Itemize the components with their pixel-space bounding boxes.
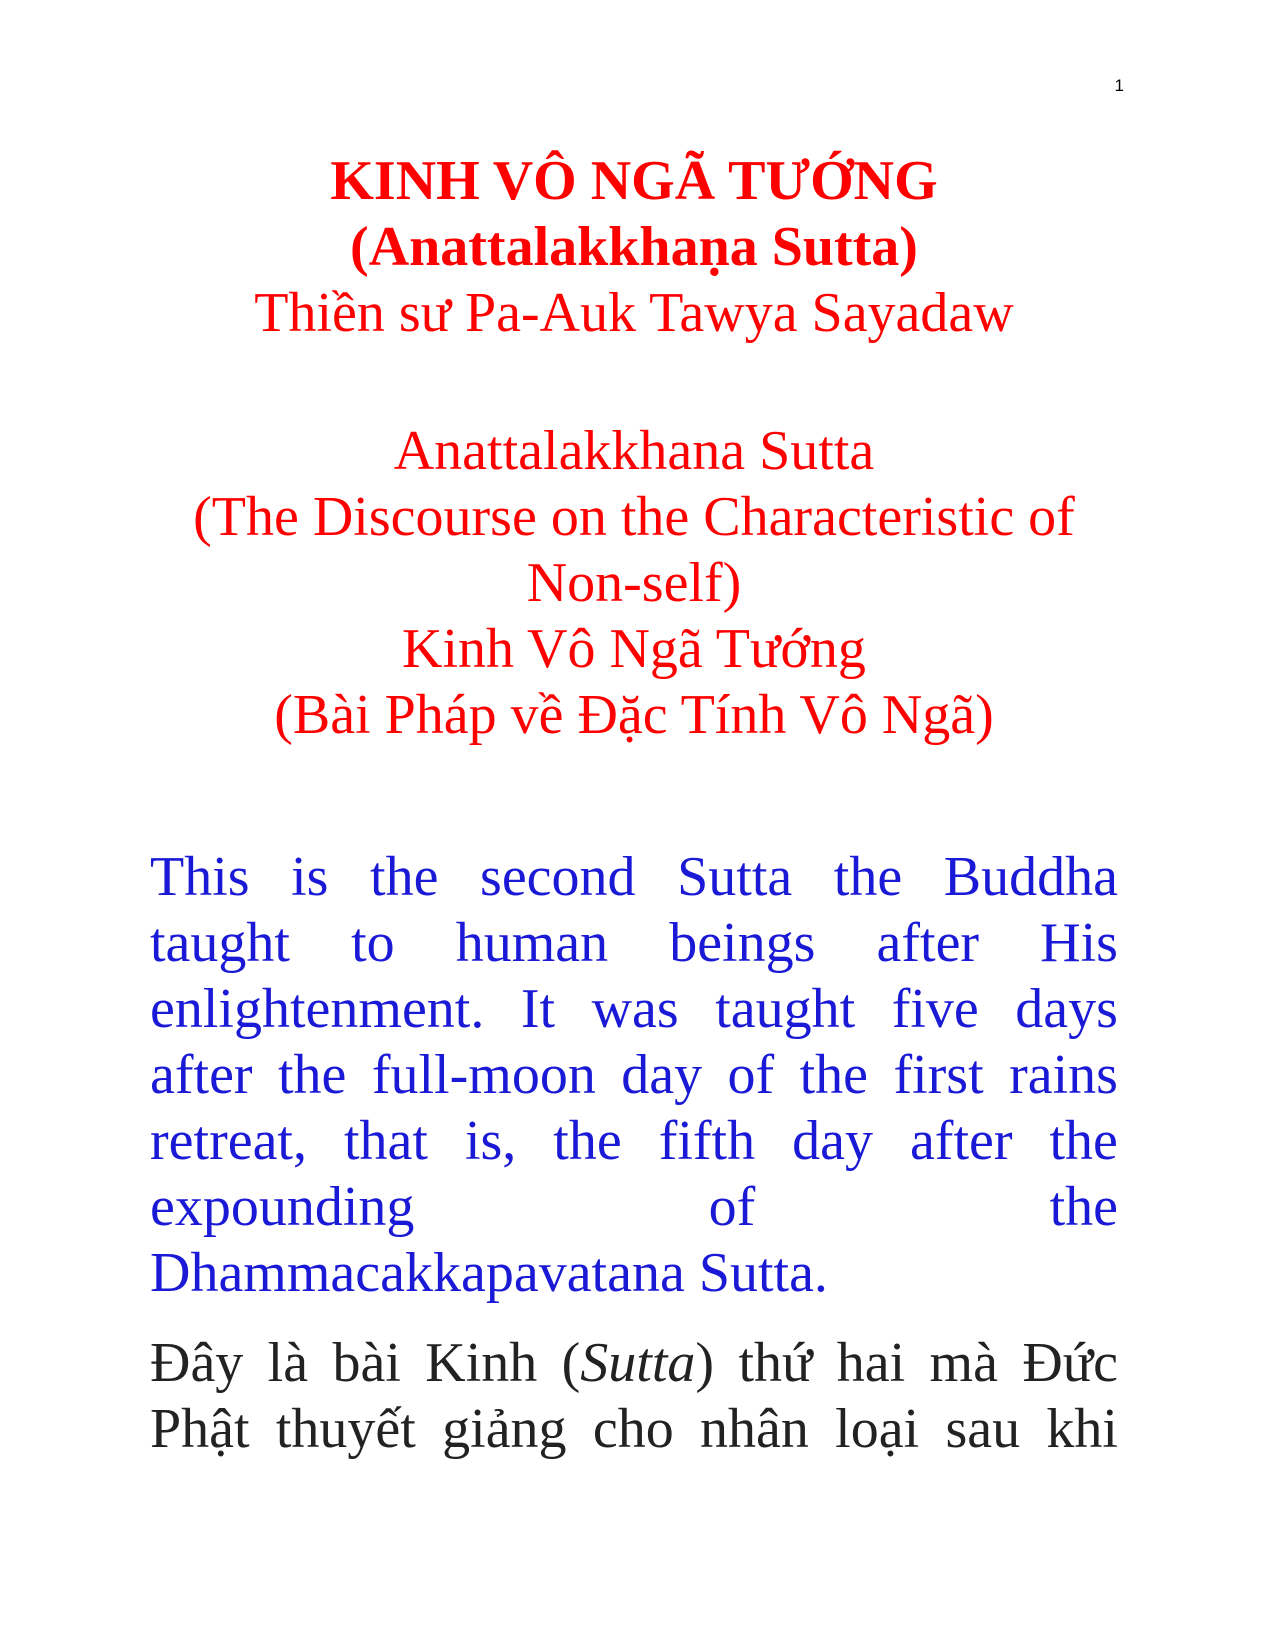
- word: that: [343, 1110, 428, 1172]
- word: was: [591, 978, 679, 1040]
- word: five: [891, 978, 979, 1040]
- title-pali: (Anattalakkhaṇa Sutta): [350, 216, 918, 278]
- vietnamese-line-1: [150, 1330, 1118, 1396]
- word: first: [893, 1044, 984, 1106]
- word: taught: [150, 912, 290, 974]
- word: day: [792, 1110, 873, 1172]
- word: loại: [835, 1398, 920, 1460]
- word: the: [370, 846, 439, 908]
- word-sutta-parenthetical: (Sutta): [561, 1332, 715, 1394]
- word: second: [480, 846, 636, 908]
- word: is: [291, 846, 329, 908]
- word: cho: [592, 1398, 674, 1460]
- word: the: [833, 846, 903, 908]
- word: thứ: [738, 1332, 813, 1394]
- word: human: [455, 912, 609, 974]
- word: fifth: [658, 1110, 756, 1172]
- word: giảng: [442, 1398, 567, 1460]
- english-line-5: [150, 1108, 1118, 1174]
- english-line-7: [150, 1240, 1118, 1306]
- word: nhân: [700, 1398, 809, 1460]
- word: after: [150, 1044, 253, 1106]
- word: sau: [945, 1398, 1021, 1460]
- word: mà: [929, 1332, 998, 1394]
- word: beings: [669, 912, 816, 974]
- vietnamese-paragraph: [150, 1330, 1118, 1462]
- english-line-4: [150, 1042, 1118, 1108]
- word: the: [1049, 1176, 1118, 1238]
- word: full-moon: [371, 1044, 596, 1106]
- page-number: 1: [1114, 76, 1124, 95]
- word: Đức: [1022, 1332, 1118, 1394]
- word: Dhammacakkapavatana Sutta.: [150, 1242, 828, 1304]
- word: Kinh: [425, 1332, 538, 1394]
- heading-vietnamese-subtitle: (Bài Pháp về Đặc Tính Vô Ngã): [274, 684, 994, 746]
- word: taught: [715, 978, 856, 1040]
- word: to: [351, 912, 395, 974]
- word: rains: [1009, 1044, 1118, 1106]
- word: expounding: [150, 1176, 415, 1238]
- word: the: [553, 1110, 622, 1172]
- word: Buddha: [943, 846, 1118, 908]
- word: day: [621, 1044, 703, 1106]
- word: the: [799, 1044, 869, 1106]
- word: the: [1049, 1110, 1118, 1172]
- word: is,: [464, 1110, 517, 1172]
- english-line-2: [150, 910, 1118, 976]
- word: This: [150, 846, 250, 908]
- word: thuyết: [275, 1398, 416, 1460]
- word: enlightenment.: [150, 978, 485, 1040]
- heading-block: [150, 418, 1118, 748]
- word: hai: [836, 1332, 906, 1394]
- title-author: Thiền sư Pa-Auk Tawya Sayadaw: [254, 282, 1014, 344]
- english-paragraph: [150, 844, 1118, 1306]
- english-line-6: [150, 1174, 1118, 1240]
- word: of: [708, 1176, 756, 1238]
- word: after: [909, 1110, 1013, 1172]
- word: bài: [332, 1332, 401, 1394]
- english-line-1: [150, 844, 1118, 910]
- heading-vietnamese-name: Kinh Vô Ngã Tướng: [402, 618, 866, 680]
- heading-english-line2: Non-self): [526, 552, 742, 614]
- word: Đây: [150, 1332, 244, 1394]
- word: His: [1040, 912, 1118, 974]
- word: the: [278, 1044, 347, 1106]
- vietnamese-line-2: [150, 1396, 1118, 1462]
- word: It: [520, 978, 556, 1040]
- word: retreat,: [150, 1110, 307, 1172]
- word: days: [1015, 978, 1118, 1040]
- title-main: KINH VÔ NGÃ TƯỚNG: [330, 150, 938, 212]
- word: là: [267, 1332, 309, 1394]
- word: khi: [1046, 1398, 1118, 1460]
- word: Phật: [150, 1398, 250, 1460]
- english-line-3: [150, 976, 1118, 1042]
- word: of: [727, 1044, 775, 1106]
- italic-sutta: Sutta: [580, 1332, 696, 1394]
- title-block: [150, 148, 1118, 346]
- heading-english-line1: (The Discourse on the Characteristic of: [193, 486, 1075, 548]
- word: after: [876, 912, 980, 974]
- word: Sutta: [677, 846, 793, 908]
- heading-pali-name: Anattalakkhana Sutta: [393, 420, 875, 482]
